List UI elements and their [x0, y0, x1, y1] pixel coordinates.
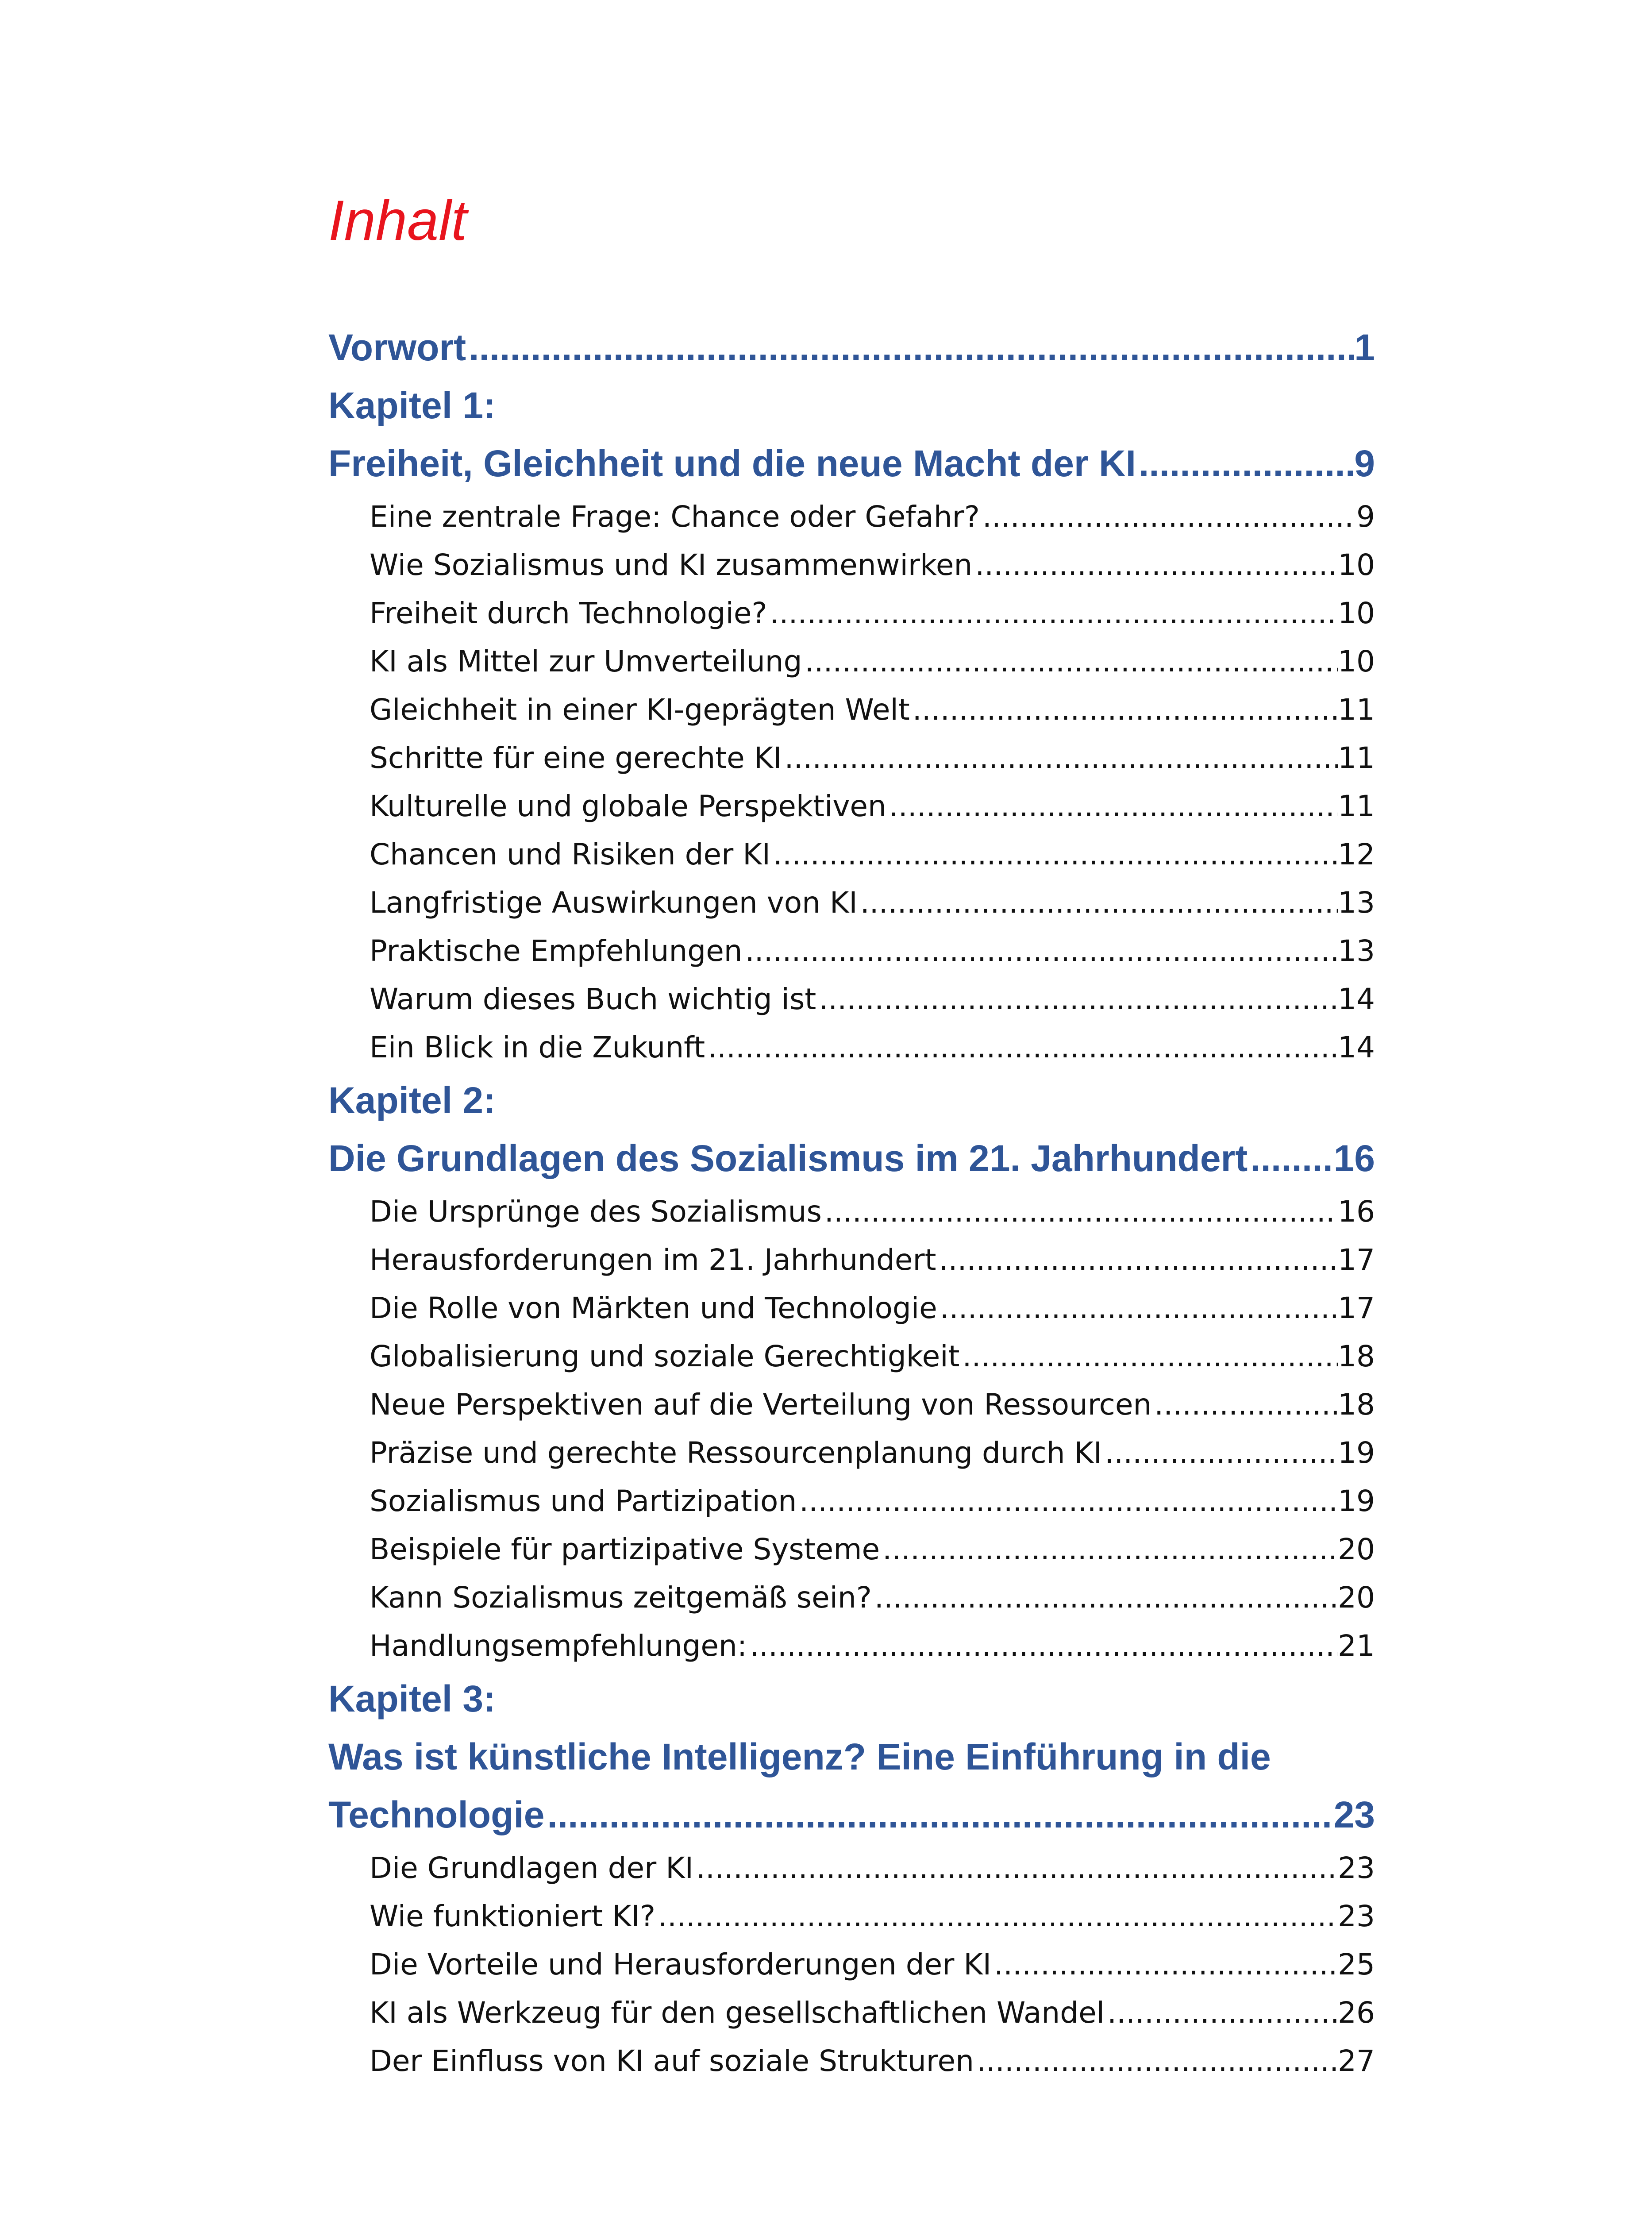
toc-dot-leader: [972, 541, 1338, 589]
toc-page-number: 18: [1338, 1339, 1375, 1373]
toc-chapter-entry[interactable]: [328, 1728, 1375, 1786]
toc-dot-leader: [937, 1284, 1338, 1332]
toc-entry-label: Freiheit, Gleichheit und die neue Macht der KI: [328, 443, 1136, 484]
toc-section-entry[interactable]: [328, 1023, 1375, 1072]
toc-page-number: 11: [1338, 741, 1375, 775]
toc-entry-label: Neue Perspektiven auf die Verteilung von Ressourcen: [370, 1388, 1152, 1422]
toc-page-number: 23: [1338, 1899, 1375, 1933]
toc-dot-leader: [1136, 435, 1354, 493]
toc-section-entry[interactable]: [328, 1989, 1375, 2037]
toc-chapter-entry[interactable]: [328, 1072, 1375, 1130]
toc-dot-leader: [1102, 1429, 1338, 1477]
toc-section-entry[interactable]: [328, 1622, 1375, 1670]
toc-dot-leader: [816, 975, 1338, 1023]
toc-dot-leader: [910, 686, 1338, 734]
toc-dot-leader: [782, 734, 1338, 782]
toc-entry-label: Präzise und gerechte Ressourcenplanung durch KI: [370, 1436, 1102, 1470]
toc-dot-leader: [544, 1786, 1333, 1844]
toc-section-entry[interactable]: [328, 830, 1375, 879]
toc-entry-label: Kulturelle und globale Perspektiven: [370, 789, 886, 823]
toc-section-entry[interactable]: [328, 1573, 1375, 1622]
toc-chapter-entry[interactable]: [328, 1670, 1375, 1728]
toc-section-entry[interactable]: [328, 1940, 1375, 1989]
toc-chapter-entry[interactable]: [328, 1786, 1375, 1844]
toc-page-number: 10: [1338, 644, 1375, 679]
toc-dot-leader: [991, 1940, 1338, 1989]
toc-entry-label: Praktische Empfehlungen: [370, 934, 743, 968]
toc-section-entry[interactable]: [328, 686, 1375, 734]
toc-page-number: 21: [1338, 1629, 1375, 1663]
toc-page-number: 23: [1338, 1851, 1375, 1885]
toc-section-entry[interactable]: [328, 1525, 1375, 1573]
toc-dot-leader: [822, 1187, 1338, 1236]
toc-section-entry[interactable]: [328, 1380, 1375, 1429]
toc-entry-label: Wie Sozialismus und KI zusammenwirken: [370, 548, 973, 582]
toc-dot-leader: [974, 2037, 1338, 2085]
toc-entry-label: Eine zentrale Frage: Chance oder Gefahr?: [370, 500, 980, 534]
toc-entry-label: Ein Blick in die Zukunft: [370, 1030, 705, 1064]
toc-entry-label: Die Ursprünge des Sozialismus: [370, 1195, 822, 1229]
toc-dot-leader: [693, 1844, 1338, 1892]
toc-dot-leader: [770, 830, 1338, 879]
toc-entry-label: Die Vorteile und Herausforderungen der KI: [370, 1947, 992, 1982]
toc-entry-label: Sozialismus und Partizipation: [370, 1484, 797, 1518]
toc-section-entry[interactable]: [328, 589, 1375, 637]
toc-entry-label: Chancen und Risiken der KI: [370, 837, 770, 871]
toc-section-entry[interactable]: [328, 493, 1375, 541]
toc-chapter-entry[interactable]: [328, 377, 1375, 435]
toc-entry-label: Die Grundlagen der KI: [370, 1851, 694, 1885]
toc-dot-leader: [767, 589, 1338, 637]
toc-page-number: 17: [1338, 1291, 1375, 1325]
toc-dot-leader: [466, 319, 1354, 377]
toc-section-entry[interactable]: [328, 1844, 1375, 1892]
toc-dot-leader: [1105, 1989, 1338, 2037]
toc-section-entry[interactable]: [328, 879, 1375, 927]
toc-section-entry[interactable]: [328, 734, 1375, 782]
toc-page-number: 25: [1338, 1947, 1375, 1982]
toc-entry-label: Wie funktioniert KI?: [370, 1899, 655, 1933]
toc-page-number: 1: [1354, 327, 1375, 368]
toc-page-number: 20: [1338, 1532, 1375, 1566]
toc-page-number: 19: [1338, 1436, 1375, 1470]
toc-chapter-entry[interactable]: [328, 1130, 1375, 1187]
toc-page-number: 14: [1338, 1030, 1375, 1064]
toc-dot-leader: [980, 493, 1356, 541]
toc-section-entry[interactable]: [328, 1236, 1375, 1284]
toc-entry-label: KI als Mittel zur Umverteilung: [370, 644, 802, 679]
toc-dot-leader: [872, 1573, 1338, 1622]
toc-dot-leader: [959, 1332, 1338, 1380]
toc-page-number: 11: [1338, 789, 1375, 823]
toc-entry-label: Langfristige Auswirkungen von KI: [370, 886, 858, 920]
toc-page-number: 23: [1333, 1794, 1375, 1835]
toc-dot-leader: [1151, 1380, 1338, 1429]
toc-page-number: 13: [1338, 934, 1375, 968]
toc-section-entry[interactable]: [328, 1892, 1375, 1940]
toc-dot-leader: [880, 1525, 1338, 1573]
toc-dot-leader: [747, 1622, 1338, 1670]
toc-page-number: 14: [1338, 982, 1375, 1016]
toc-entry-label: Warum dieses Buch wichtig ist: [370, 982, 816, 1016]
toc-entry-label: Die Rolle von Märkten und Technologie: [370, 1291, 937, 1325]
toc-page-number: 12: [1338, 837, 1375, 871]
toc-section-entry[interactable]: [328, 2037, 1375, 2085]
toc-entry-label: Schritte für eine gerechte KI: [370, 741, 782, 775]
toc-page-number: 9: [1354, 443, 1375, 484]
toc-page-number: 17: [1338, 1243, 1375, 1277]
toc-entry-label: Die Grundlagen des Sozialismus im 21. Jahrhundert: [328, 1137, 1248, 1179]
toc-entry-label: Herausforderungen im 21. Jahrhundert: [370, 1243, 936, 1277]
toc-chapter-entry[interactable]: [328, 435, 1375, 493]
toc-section-entry[interactable]: [328, 637, 1375, 686]
toc-page-number: 11: [1338, 693, 1375, 727]
toc-section-entry[interactable]: [328, 1477, 1375, 1525]
toc-entry-label: Handlungsempfehlungen:: [370, 1629, 747, 1663]
toc-dot-leader: [858, 879, 1338, 927]
toc-entry-label: Beispiele für partizipative Systeme: [370, 1532, 880, 1566]
toc-section-entry[interactable]: [328, 1187, 1375, 1236]
toc-entry-label: Der Einfluss von KI auf soziale Strukturen: [370, 2044, 974, 2078]
toc-entry-label: Globalisierung und soziale Gerechtigkeit: [370, 1339, 960, 1373]
toc-entry-label: Was ist künstliche Intelligenz? Eine Einführung in die: [328, 1736, 1271, 1777]
toc-section-entry[interactable]: [328, 975, 1375, 1023]
toc-page-number: 18: [1338, 1388, 1375, 1422]
toc-dot-leader: [936, 1236, 1338, 1284]
toc-page-number: 19: [1338, 1484, 1375, 1518]
toc-section-entry[interactable]: [328, 1284, 1375, 1332]
toc-entry-label: Kann Sozialismus zeitgemäß sein?: [370, 1581, 872, 1615]
toc-page-number: 16: [1333, 1137, 1375, 1179]
toc-section-entry[interactable]: [328, 1429, 1375, 1477]
toc-entry-label: Kapitel 3:: [328, 1678, 496, 1720]
toc-page-number: 26: [1338, 1996, 1375, 2030]
table-of-contents: [328, 319, 1375, 2085]
toc-page-number: 9: [1356, 500, 1375, 534]
toc-section-entry[interactable]: [328, 1332, 1375, 1380]
toc-page-number: 13: [1338, 886, 1375, 920]
toc-entry-label: Vorwort: [328, 327, 466, 368]
toc-dot-leader: [705, 1023, 1338, 1072]
toc-dot-leader: [886, 782, 1338, 830]
toc-entry-label: KI als Werkzeug für den gesellschaftlichen Wandel: [370, 1996, 1105, 2030]
toc-dot-leader: [802, 637, 1338, 686]
toc-dot-leader: [797, 1477, 1338, 1525]
toc-page-number: 16: [1338, 1195, 1375, 1229]
toc-entry-label: Kapitel 1:: [328, 385, 496, 426]
toc-title: Inhalt: [328, 189, 467, 252]
toc-section-entry[interactable]: [328, 927, 1375, 975]
toc-entry-label: Technologie: [328, 1794, 545, 1835]
toc-entry-label: Freiheit durch Technologie?: [370, 596, 767, 630]
toc-section-entry[interactable]: [328, 782, 1375, 830]
toc-dot-leader: [1248, 1130, 1333, 1187]
toc-chapter-entry[interactable]: [328, 319, 1375, 377]
toc-dot-leader: [743, 927, 1338, 975]
toc-entry-label: Kapitel 2:: [328, 1080, 496, 1121]
toc-section-entry[interactable]: [328, 541, 1375, 589]
toc-dot-leader: [655, 1892, 1338, 1940]
toc-page-number: 10: [1338, 596, 1375, 630]
toc-page-number: 20: [1338, 1581, 1375, 1615]
toc-entry-label: Gleichheit in einer KI-geprägten Welt: [370, 693, 910, 727]
toc-page-number: 27: [1338, 2044, 1375, 2078]
toc-page-number: 10: [1338, 548, 1375, 582]
